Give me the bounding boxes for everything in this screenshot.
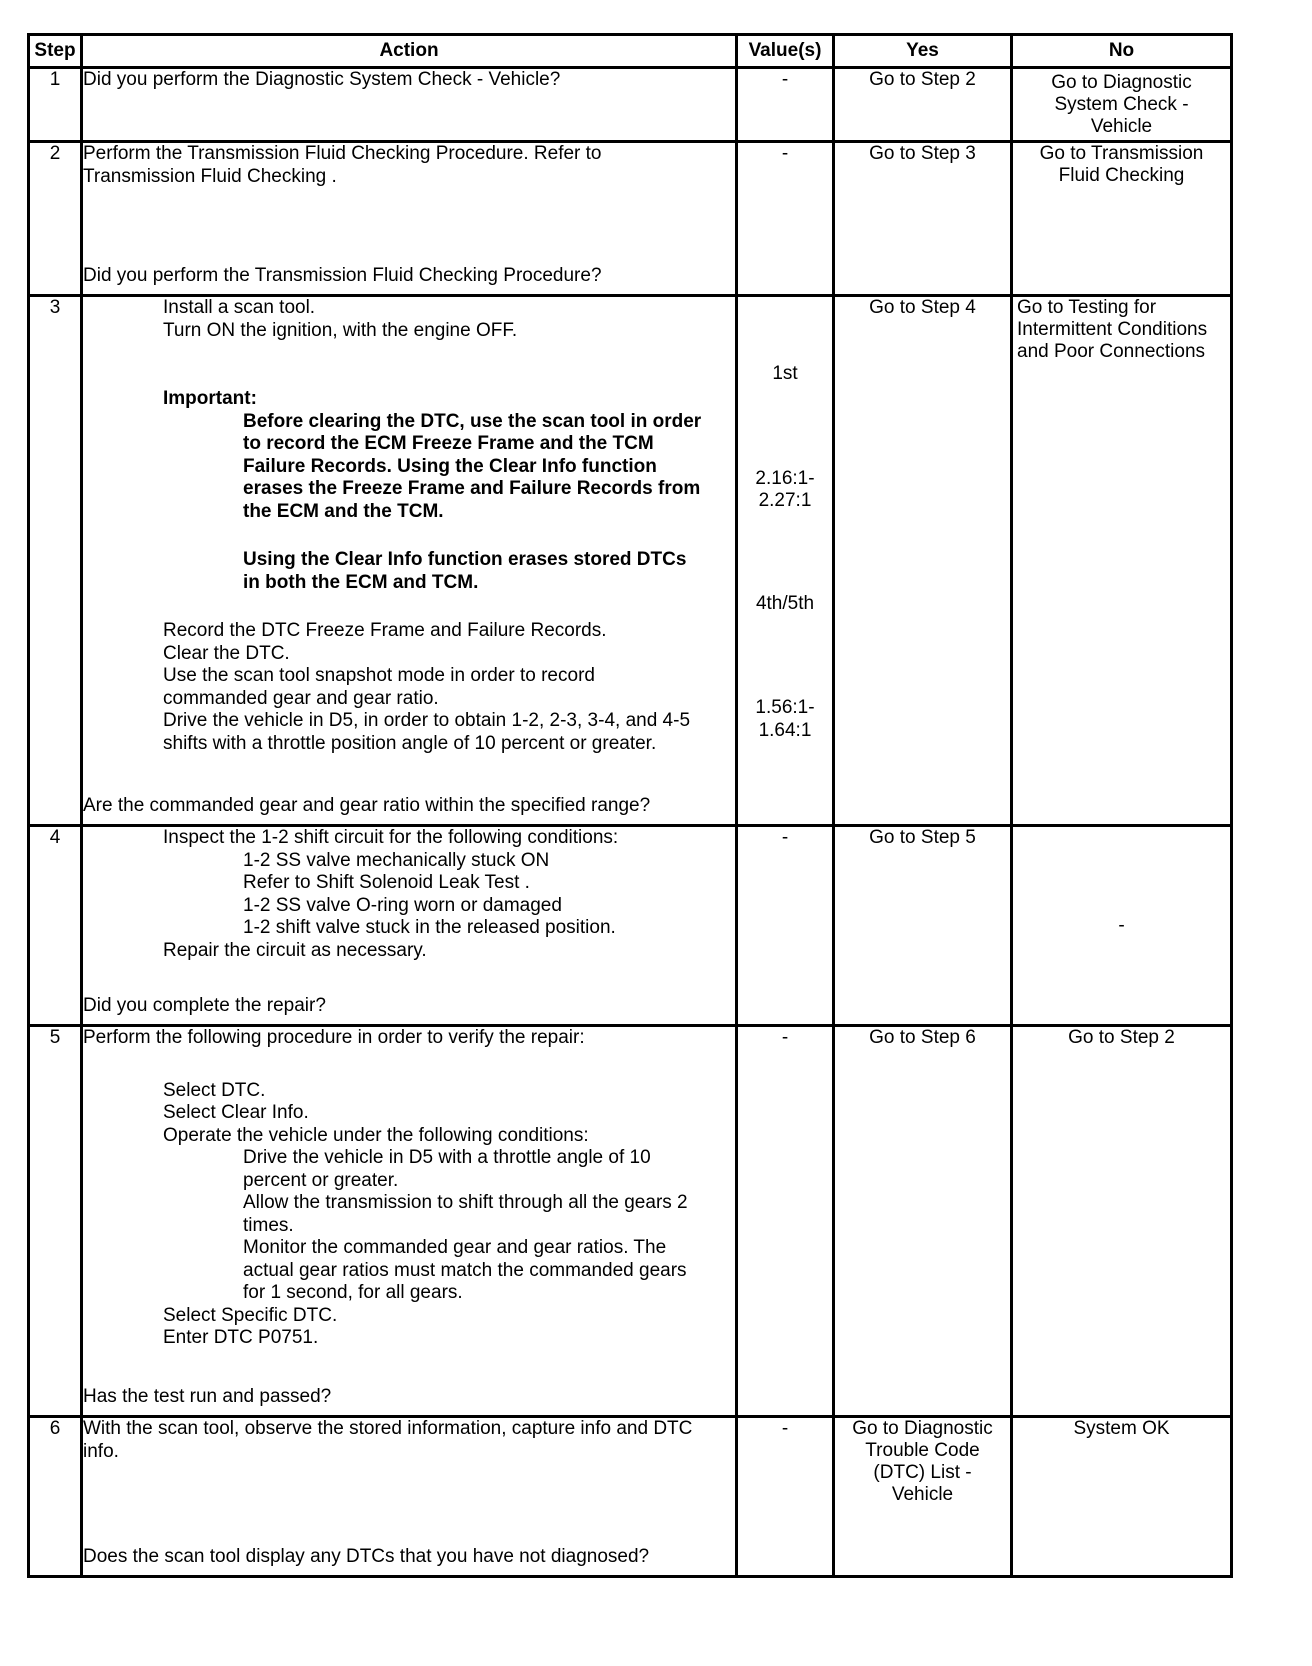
value-cell [737,296,834,826]
action-question: Does the scan tool display any DTCs that you have not diagnosed? [83,1545,650,1567]
action-text: shifts with a throttle position angle of 10 percent or greater. [163,732,657,754]
step-number: 6 [29,1417,82,1577]
action-subitem: for 1 second, for all gears. [243,1282,463,1303]
header-step: Step [29,35,82,68]
value-cell: - [737,826,834,1026]
action-text: Install a scan tool. [163,297,316,318]
action-subitem: 1-2 SS valve O-ring worn or damaged [243,894,562,916]
action-text: Transmission Fluid Checking . [83,165,337,187]
important-text: Failure Records. Using the Clear Info function [243,455,657,477]
header-action: Action [82,35,737,68]
action-subitem: percent or greater. [243,1169,399,1191]
action-text: Turn ON the ignition, with the engine OFF. [163,319,518,341]
value-cell: - [737,68,834,142]
no-cell [1012,142,1232,296]
value-cell: - [737,1417,834,1577]
action-text: Repair the circuit as necessary. [163,939,427,961]
important-text: to record the ECM Freeze Frame and the TCM [243,433,654,454]
important-text: the ECM and the TCM. [243,500,444,522]
value-cell: - [737,142,834,296]
action-question: Did you perform the Transmission Fluid Checking Procedure? [83,264,602,286]
important-text: erases the Freeze Frame and Failure Records from [243,478,701,499]
action-text: Use the scan tool snapshot mode in order to record [163,665,595,686]
no-line: System Check - [1054,93,1189,115]
no-cell: - [1012,826,1232,1026]
diagnostic-table [27,33,1233,1578]
ratio-value: 2.16:1- [755,467,815,489]
no-line: Intermittent Conditions [1017,319,1208,340]
step-number: 4 [29,826,82,1026]
important-text: Before clearing the DTC, use the scan tool in order [243,410,702,432]
step-number: 5 [29,1026,82,1417]
yes-line: Vehicle [891,1484,954,1505]
table-row [29,68,1232,142]
yes-cell: Go to Step 3 [834,142,1012,296]
value-cell: - [737,1026,834,1417]
ratio-value: 2.27:1 [758,490,812,511]
action-subitem: 1-2 shift valve stuck in the released position. [243,917,616,938]
important-label: Important: [163,388,257,409]
action-subitem: actual gear ratios must match the commanded gears [243,1259,687,1281]
action-cell [82,826,737,1026]
header-no: No [1012,35,1232,68]
no-cell [1012,68,1232,142]
step-number: 3 [29,296,82,826]
action-text: info. [83,1440,119,1462]
action-text: Perform the following procedure in order to verify the repair: [83,1027,585,1048]
no-line: and Poor Connections [1017,341,1206,362]
no-cell: System OK [1012,1417,1232,1577]
no-cell: Go to Step 2 [1012,1026,1232,1417]
action-subitem: Allow the transmission to shift through all the gears 2 [243,1192,688,1213]
important-text: in both the ECM and TCM. [243,571,479,593]
action-text: Inspect the 1-2 shift circuit for the following conditions: [163,827,619,848]
yes-cell: Go to Step 4 [834,296,1012,826]
yes-cell: Go to Step 5 [834,826,1012,1026]
yes-line: Go to Diagnostic [852,1418,993,1439]
action-text: Record the DTC Freeze Frame and Failure Records. [163,620,607,641]
yes-cell: Go to Step 2 [834,68,1012,142]
table-row [29,142,1232,296]
action-text: With the scan tool, observe the stored information, capture info and DTC [83,1418,693,1439]
action-cell [82,296,737,826]
action-question: Has the test run and passed? [83,1385,332,1407]
action-cell [82,142,737,296]
yes-line: Trouble Code [865,1440,980,1461]
action-subitem: 1-2 SS valve mechanically stuck ON [243,849,550,871]
ratio-value: 1.64:1 [758,719,812,741]
table-row [29,1026,1232,1417]
action-text: Select DTC. [163,1079,266,1101]
action-cell [82,1026,737,1417]
action-subitem: Drive the vehicle in D5 with a throttle angle of 10 [243,1147,651,1168]
action-text: Did you perform the Diagnostic System Check - Vehicle? [83,69,561,90]
action-text: Select Specific DTC. [163,1304,338,1326]
action-subitem: times. [243,1214,294,1236]
action-text: Select Clear Info. [163,1102,309,1123]
action-text: commanded gear and gear ratio. [163,687,439,709]
action-text: Perform the Transmission Fluid Checking Procedure. Refer to [83,143,602,164]
action-question: Did you complete the repair? [83,994,326,1016]
no-line: Fluid Checking [1058,165,1185,186]
table-row [29,296,1232,826]
ratio-value: 1.56:1- [755,697,815,718]
header-values: Value(s) [737,35,834,68]
action-text: Operate the vehicle under the following conditions: [163,1124,589,1146]
action-text: Clear the DTC. [163,642,290,664]
important-text: Using the Clear Info function erases stored DTCs [243,549,687,570]
yes-line: (DTC) List - [873,1462,972,1483]
step-number: 1 [29,68,82,142]
yes-cell [834,1417,1012,1577]
action-cell [82,68,737,142]
no-line: Go to Testing for [1017,297,1157,318]
action-text: Drive the vehicle in D5, in order to obtain 1-2, 2-3, 3-4, and 4-5 [163,710,691,731]
no-line: Go to Transmission [1039,143,1204,164]
table-row [29,826,1232,1026]
step-number: 2 [29,142,82,296]
no-cell [1012,296,1232,826]
action-text: Enter DTC P0751. [163,1327,319,1348]
no-line: Go to Diagnostic [1051,71,1192,93]
header-yes: Yes [834,35,1012,68]
action-cell [82,1417,737,1577]
gear-value: 4th/5th [755,592,815,614]
table-row [29,1417,1232,1577]
yes-cell: Go to Step 6 [834,1026,1012,1417]
action-question: Are the commanded gear and gear ratio within the specified range? [83,794,651,816]
action-subitem: Monitor the commanded gear and gear ratios. The [243,1237,667,1258]
header-row [29,35,1232,68]
no-line: Vehicle [1090,115,1153,137]
gear-value: 1st [772,363,798,384]
action-subitem: Refer to Shift Solenoid Leak Test . [243,872,530,893]
